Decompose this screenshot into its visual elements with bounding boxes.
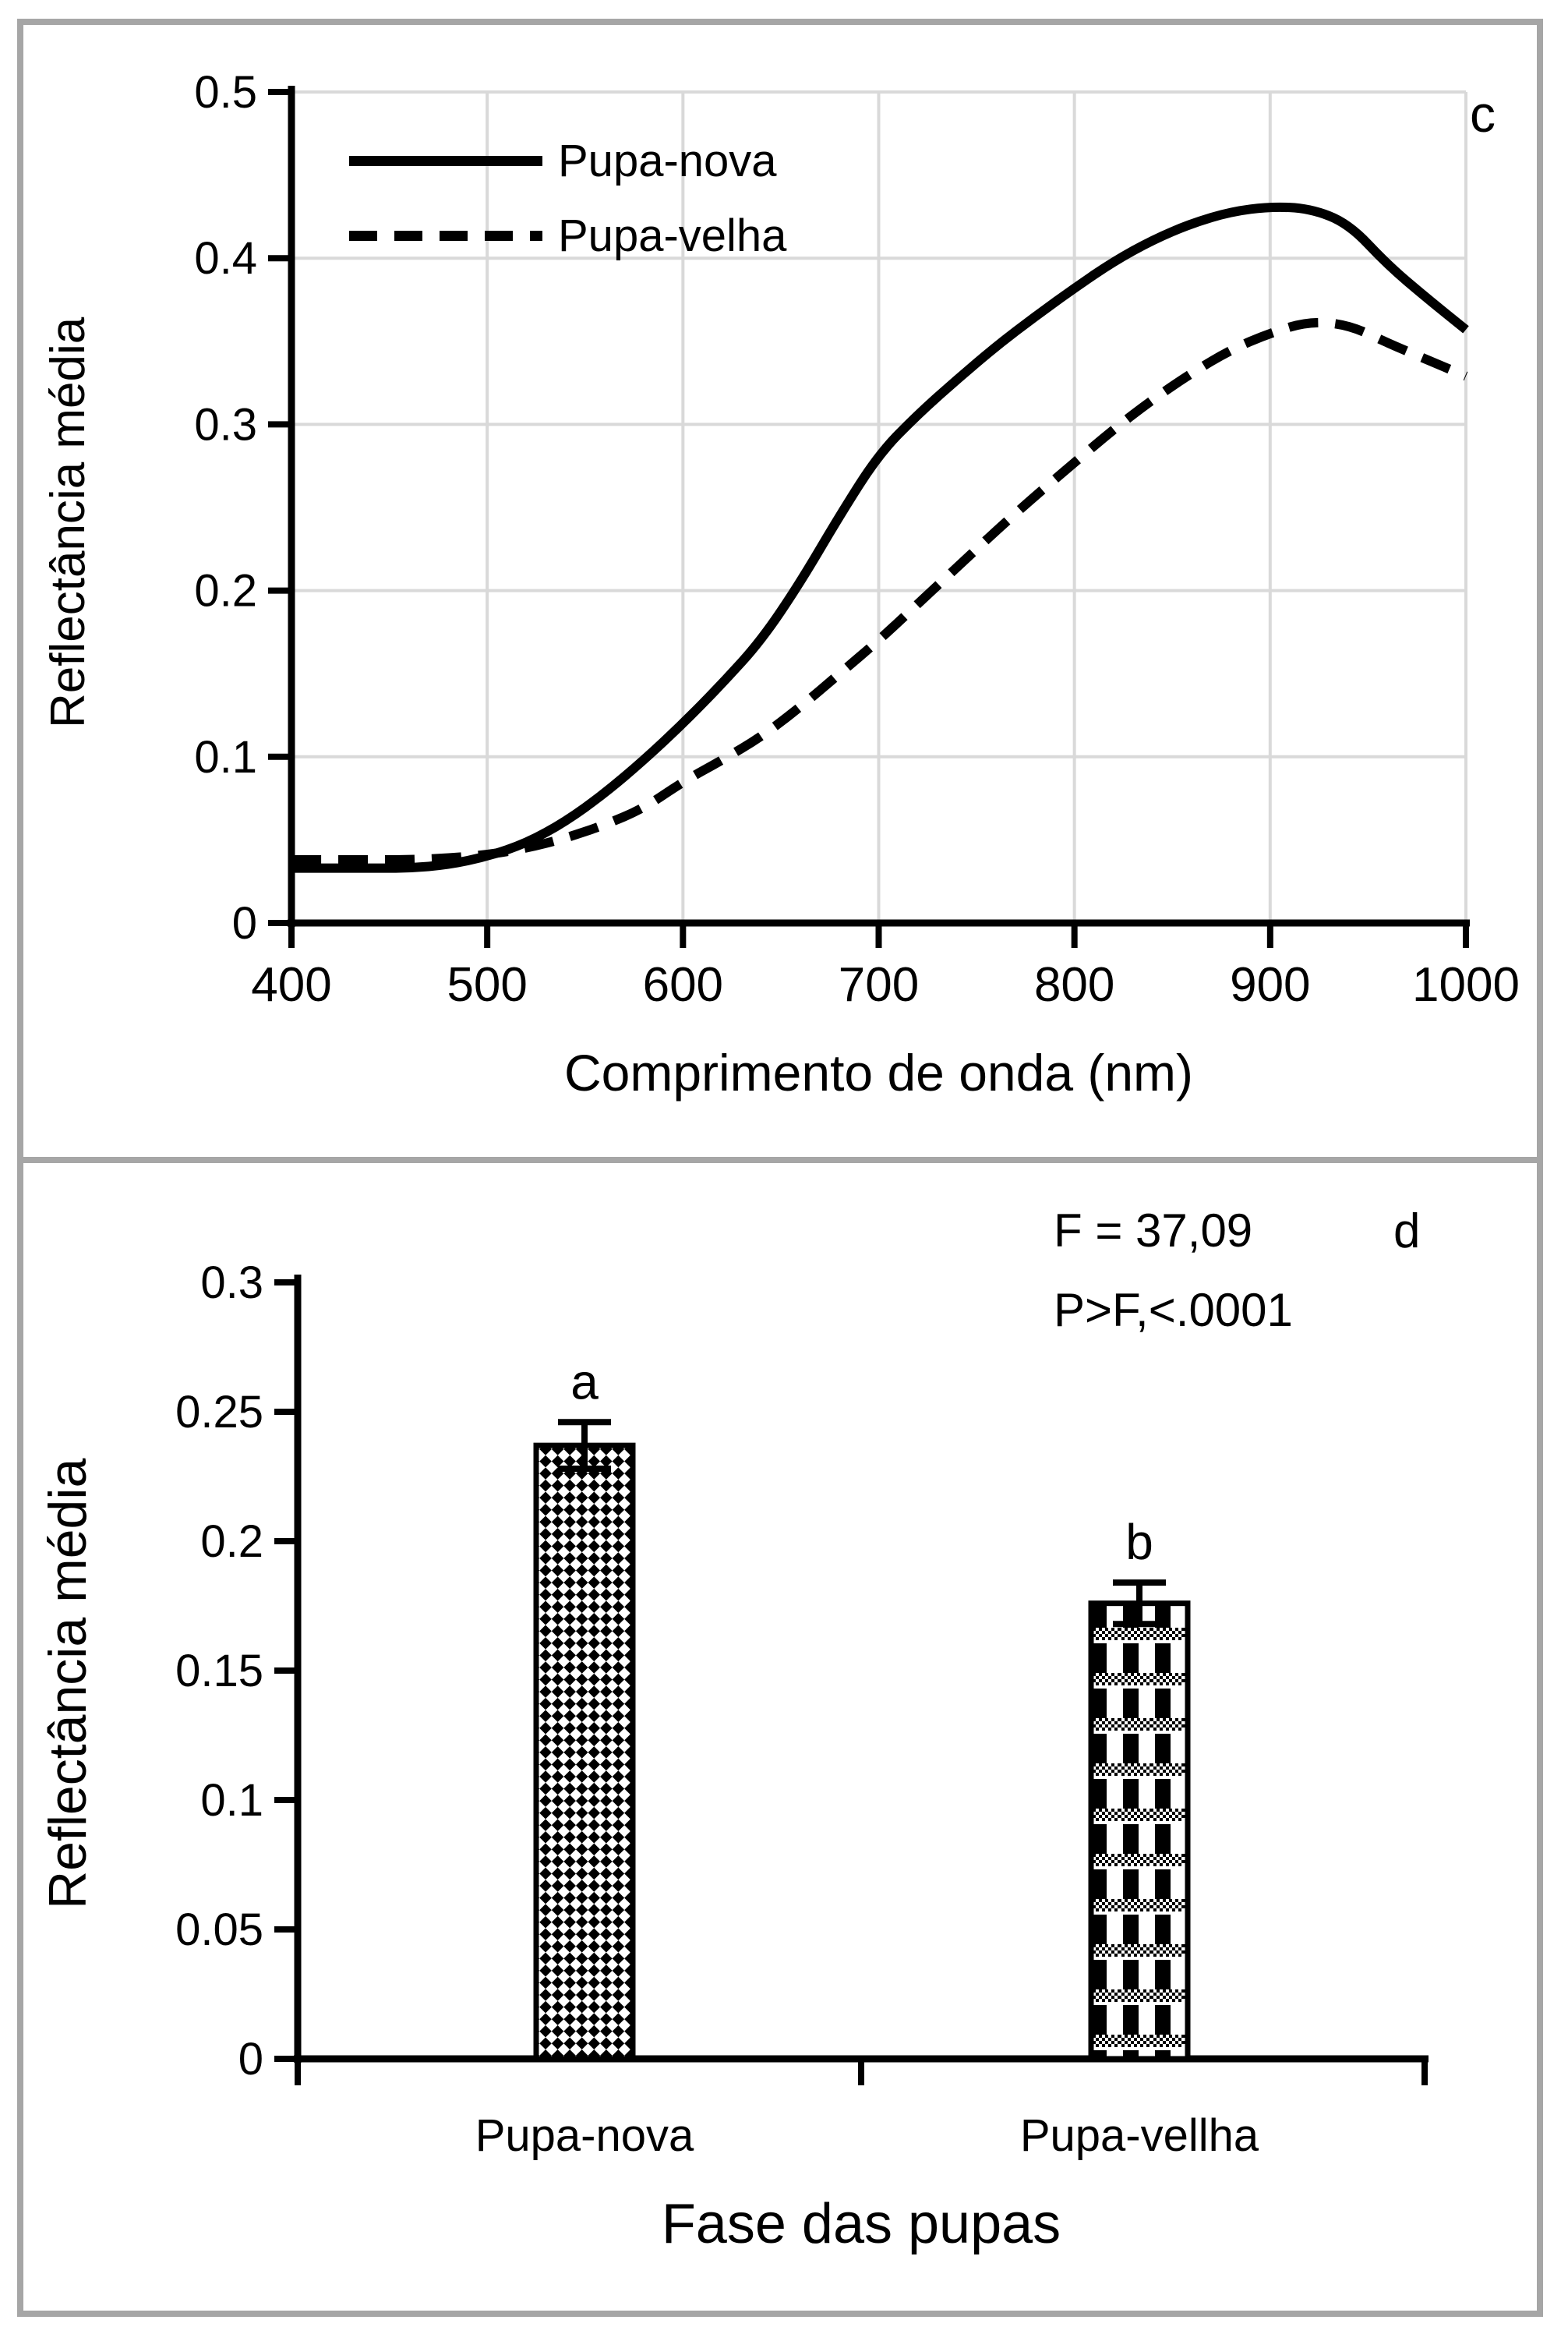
x-tick-label: 500 (447, 958, 528, 1012)
panel-d-letter: d (1393, 1204, 1421, 1258)
panel-d-f-statistic: F = 37,09 (1054, 1204, 1253, 1257)
panel-c-x-axis-title: Comprimento de onda (nm) (563, 1044, 1194, 1102)
x-tick-label: 700 (838, 958, 920, 1012)
y-tick-label: 0.1 (194, 731, 257, 783)
x-tick-label: 900 (1230, 958, 1311, 1012)
y-tick-label: 0.05 (175, 1904, 263, 1955)
solid-line-swatch-icon (349, 156, 542, 166)
panel-d-plot (175, 1257, 1429, 2161)
x-tick-label: 400 (251, 958, 332, 1012)
y-tick-label: 0.3 (200, 1257, 263, 1308)
y-tick-label: 0.4 (194, 233, 257, 285)
y-tick-label: 0.15 (175, 1646, 263, 1696)
x-tick-label: 600 (642, 958, 724, 1012)
category-label: Pupa-nova (475, 2110, 694, 2161)
significance-letter: b (1125, 1514, 1153, 1571)
panel-d-p-value: P>F,<.0001 (1054, 1284, 1293, 1336)
panel-c-letter: c (1470, 85, 1496, 143)
panel-d-x-axis-title: Fase das pupas (661, 2193, 1061, 2255)
x-tick-label: 1000 (1412, 958, 1520, 1012)
y-tick-label: 0.5 (194, 67, 257, 118)
x-tick-label: 800 (1033, 958, 1115, 1012)
panel-c-y-axis-title: Reflectância média (41, 317, 95, 728)
legend-row-pupa-nova (349, 123, 786, 198)
dashed-line-swatch-icon (349, 231, 542, 241)
significance-letter: a (570, 1353, 599, 1410)
category-label: Pupa-vellha (1019, 2110, 1259, 2161)
bar-pupa-nova (536, 1445, 633, 2059)
bar-pupa-vellha (1091, 1604, 1188, 2059)
y-tick-label: 0.1 (200, 1775, 263, 1826)
panel-d-y-axis-title: Reflectância média (38, 1458, 97, 1910)
legend-label-pupa-velha: Pupa-velha (558, 210, 787, 261)
legend-row-pupa-velha (349, 198, 786, 273)
panel-c-legend (349, 123, 786, 273)
legend-label-pupa-nova: Pupa-nova (558, 135, 777, 186)
y-tick-label: 0.25 (175, 1387, 263, 1438)
y-tick-label: 0.2 (200, 1516, 263, 1567)
y-tick-label: 0 (231, 898, 257, 949)
y-tick-label: 0 (238, 2034, 263, 2085)
y-tick-label: 0.2 (194, 565, 257, 617)
y-tick-label: 0.3 (194, 399, 257, 451)
